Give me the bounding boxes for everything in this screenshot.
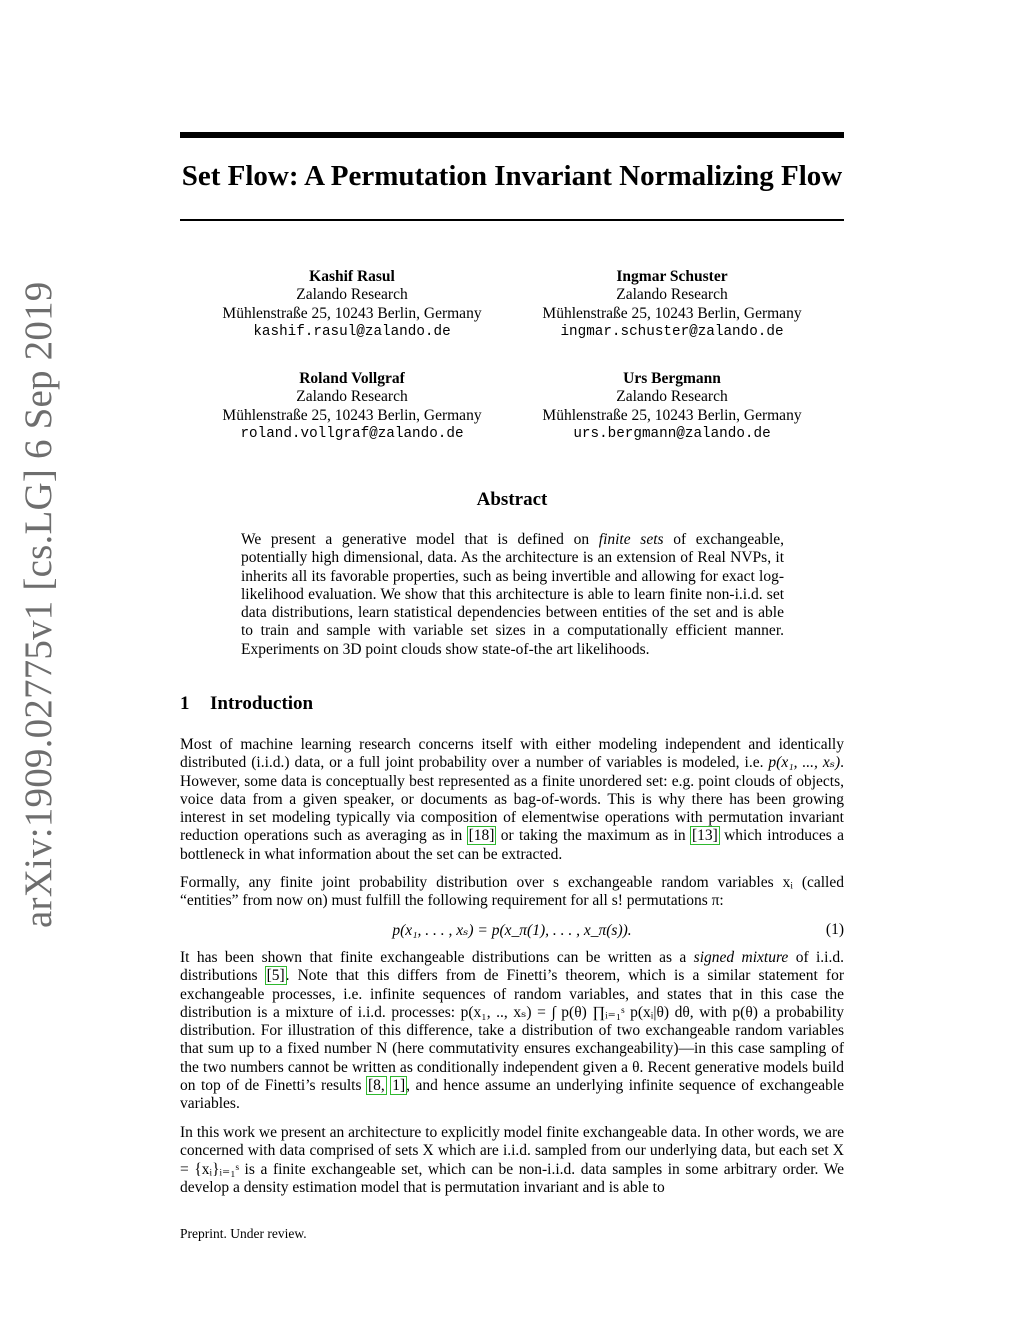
paragraph-text: or taking the maximum as in (495, 827, 691, 845)
paragraph-text: Most of machine learning research concerns itself with either modeling independent and identically distributed (i.i.d.) data, or a full joint probability over a number of variables is modeled, i.e. (180, 736, 844, 772)
paragraph-text: , and hence assume an underlying infinite sequence of exchangeable variables. (180, 1077, 845, 1113)
author-block (502, 370, 842, 444)
inline-math: p(x₁, ..., xₛ) (768, 754, 841, 772)
author-address: Mühlenstraße 25, 10243 Berlin, Germany (542, 304, 802, 322)
paragraph-text: . Note that this differs from de Finetti’s theorem, which is a similar statement for exchangeable processes, i.e. infinite sequences of random variables, and states that in this case the distribution is a mixture of i.i.d. processes: p(x₁, .., xₛ) = ∫ p(θ) ∏ᵢ₌₁ˢ p(xᵢ|θ) dθ, with p(θ) a probability distribution. For illustration of this difference, take a distribution of two exchangeable random variables that sum up to a fixed number N (here commutativity ensures exchangeability)—in this case sampling of the two numbers cannot be written as conditionally independent given a θ. Recent generative models build on top of de Finetti’s results (180, 967, 844, 1095)
abstract-body (241, 531, 784, 659)
paragraph-text: . However, some data is conceptually best represented as a finite unordered set: e.g. point clouds of objects, voice data from a given speaker, or documents as bag-of-words. This is why there has been growing interest in set modeling typically via composition of elementwise operations with permutation invariant reduction operations such as averaging as in (180, 754, 844, 845)
author-affiliation: Zalando Research (616, 388, 728, 406)
citation-link[interactable]: [13] (691, 827, 718, 845)
emphasis: signed mixture (693, 949, 789, 966)
author-block (502, 268, 842, 342)
author-name: Kashif Rasul (309, 268, 395, 285)
paragraph (180, 874, 844, 911)
author-email[interactable]: urs.bergmann@zalando.de (573, 426, 771, 443)
equation-math: p(x₁, . . . , xₛ) = p(x_π(1), . . . , x_π(s)). (392, 922, 632, 939)
title-top-rule (180, 132, 844, 138)
author-name: Urs Bergmann (623, 370, 721, 387)
abstract-heading: Abstract (476, 489, 548, 510)
author-address: Mühlenstraße 25, 10243 Berlin, Germany (542, 406, 802, 424)
paragraph (180, 1124, 844, 1197)
author-affiliation: Zalando Research (616, 286, 728, 304)
paragraph-text: of i.i.d. distributions (180, 949, 844, 985)
abstract-text: We present a generative model that is defined on (241, 531, 599, 548)
title-bottom-rule (180, 219, 844, 221)
author-name: Roland Vollgraf (299, 370, 405, 387)
section-title: Introduction (210, 693, 314, 714)
abstract-emphasis: finite sets (598, 531, 664, 548)
paragraph-text: Formally, any finite joint probability distribution over s exchangeable random variables xᵢ (called “entities” from now on) must fulfill the following requirement for all s! permutations π: (180, 874, 844, 910)
author-affiliation: Zalando Research (296, 286, 408, 304)
paragraph-text: which introduces a bottleneck in what information about the set can be extracted. (180, 827, 845, 863)
citation-link[interactable]: 1] (392, 1077, 406, 1095)
equation (180, 921, 844, 941)
footer-note: Preprint. Under review. (180, 1226, 307, 1241)
citation-link[interactable]: [18] (468, 827, 495, 845)
author-email[interactable]: ingmar.schuster@zalando.de (560, 324, 784, 341)
citation-link[interactable]: [8, (367, 1077, 385, 1095)
paper-title: Set Flow: A Permutation Invariant Normalizing Flow (181, 160, 843, 192)
author-address: Mühlenstraße 25, 10243 Berlin, Germany (222, 304, 482, 322)
author-affiliation: Zalando Research (296, 388, 408, 406)
author-block (182, 370, 522, 444)
author-address: Mühlenstraße 25, 10243 Berlin, Germany (222, 406, 482, 424)
arxiv-identifier: arXiv:1909.02775v1 [cs.LG] 6 Sep 2019 (17, 281, 60, 928)
equation-number: (1) (825, 921, 844, 938)
paragraph (180, 949, 844, 1114)
author-email[interactable]: kashif.rasul@zalando.de (253, 324, 451, 341)
paragraph (180, 736, 844, 864)
author-name: Ingmar Schuster (616, 268, 728, 285)
abstract-text: of exchangeable, potentially high dimensional, data. As the architecture is an extension of Real NVPs, it inherits all its favorable properties, such as being invertible and allowing for exact log-likelihood evaluation. We show that this architecture is able to learn finite non-i.i.d. set data distributions, learn statistical dependencies between entities of the set and is able to train and sample with variable set sizes in a computationally efficient manner. Experiments on 3D point clouds show state-of-the art likelihoods. (241, 531, 785, 658)
paragraph-text: In this work we present an architecture to explicitly model finite exchangeable data. In other words, we are concerned with data comprised of sets X which are i.i.d. sampled from our underlying data, but each set X = {xᵢ}ᵢ₌₁ˢ is a finite exchangeable set, which can be non-i.i.d. data samples in some arbitrary order. We develop a density estimation model that is permutation invariant and is able to (180, 1124, 844, 1196)
paragraph-text: It has been shown that finite exchangeable distributions can be written as a (180, 949, 694, 966)
author-block (182, 268, 522, 342)
section-number: 1 (180, 693, 190, 714)
citation-link[interactable]: [5] (266, 967, 285, 985)
section-heading (180, 693, 313, 715)
author-email[interactable]: roland.vollgraf@zalando.de (240, 426, 464, 443)
